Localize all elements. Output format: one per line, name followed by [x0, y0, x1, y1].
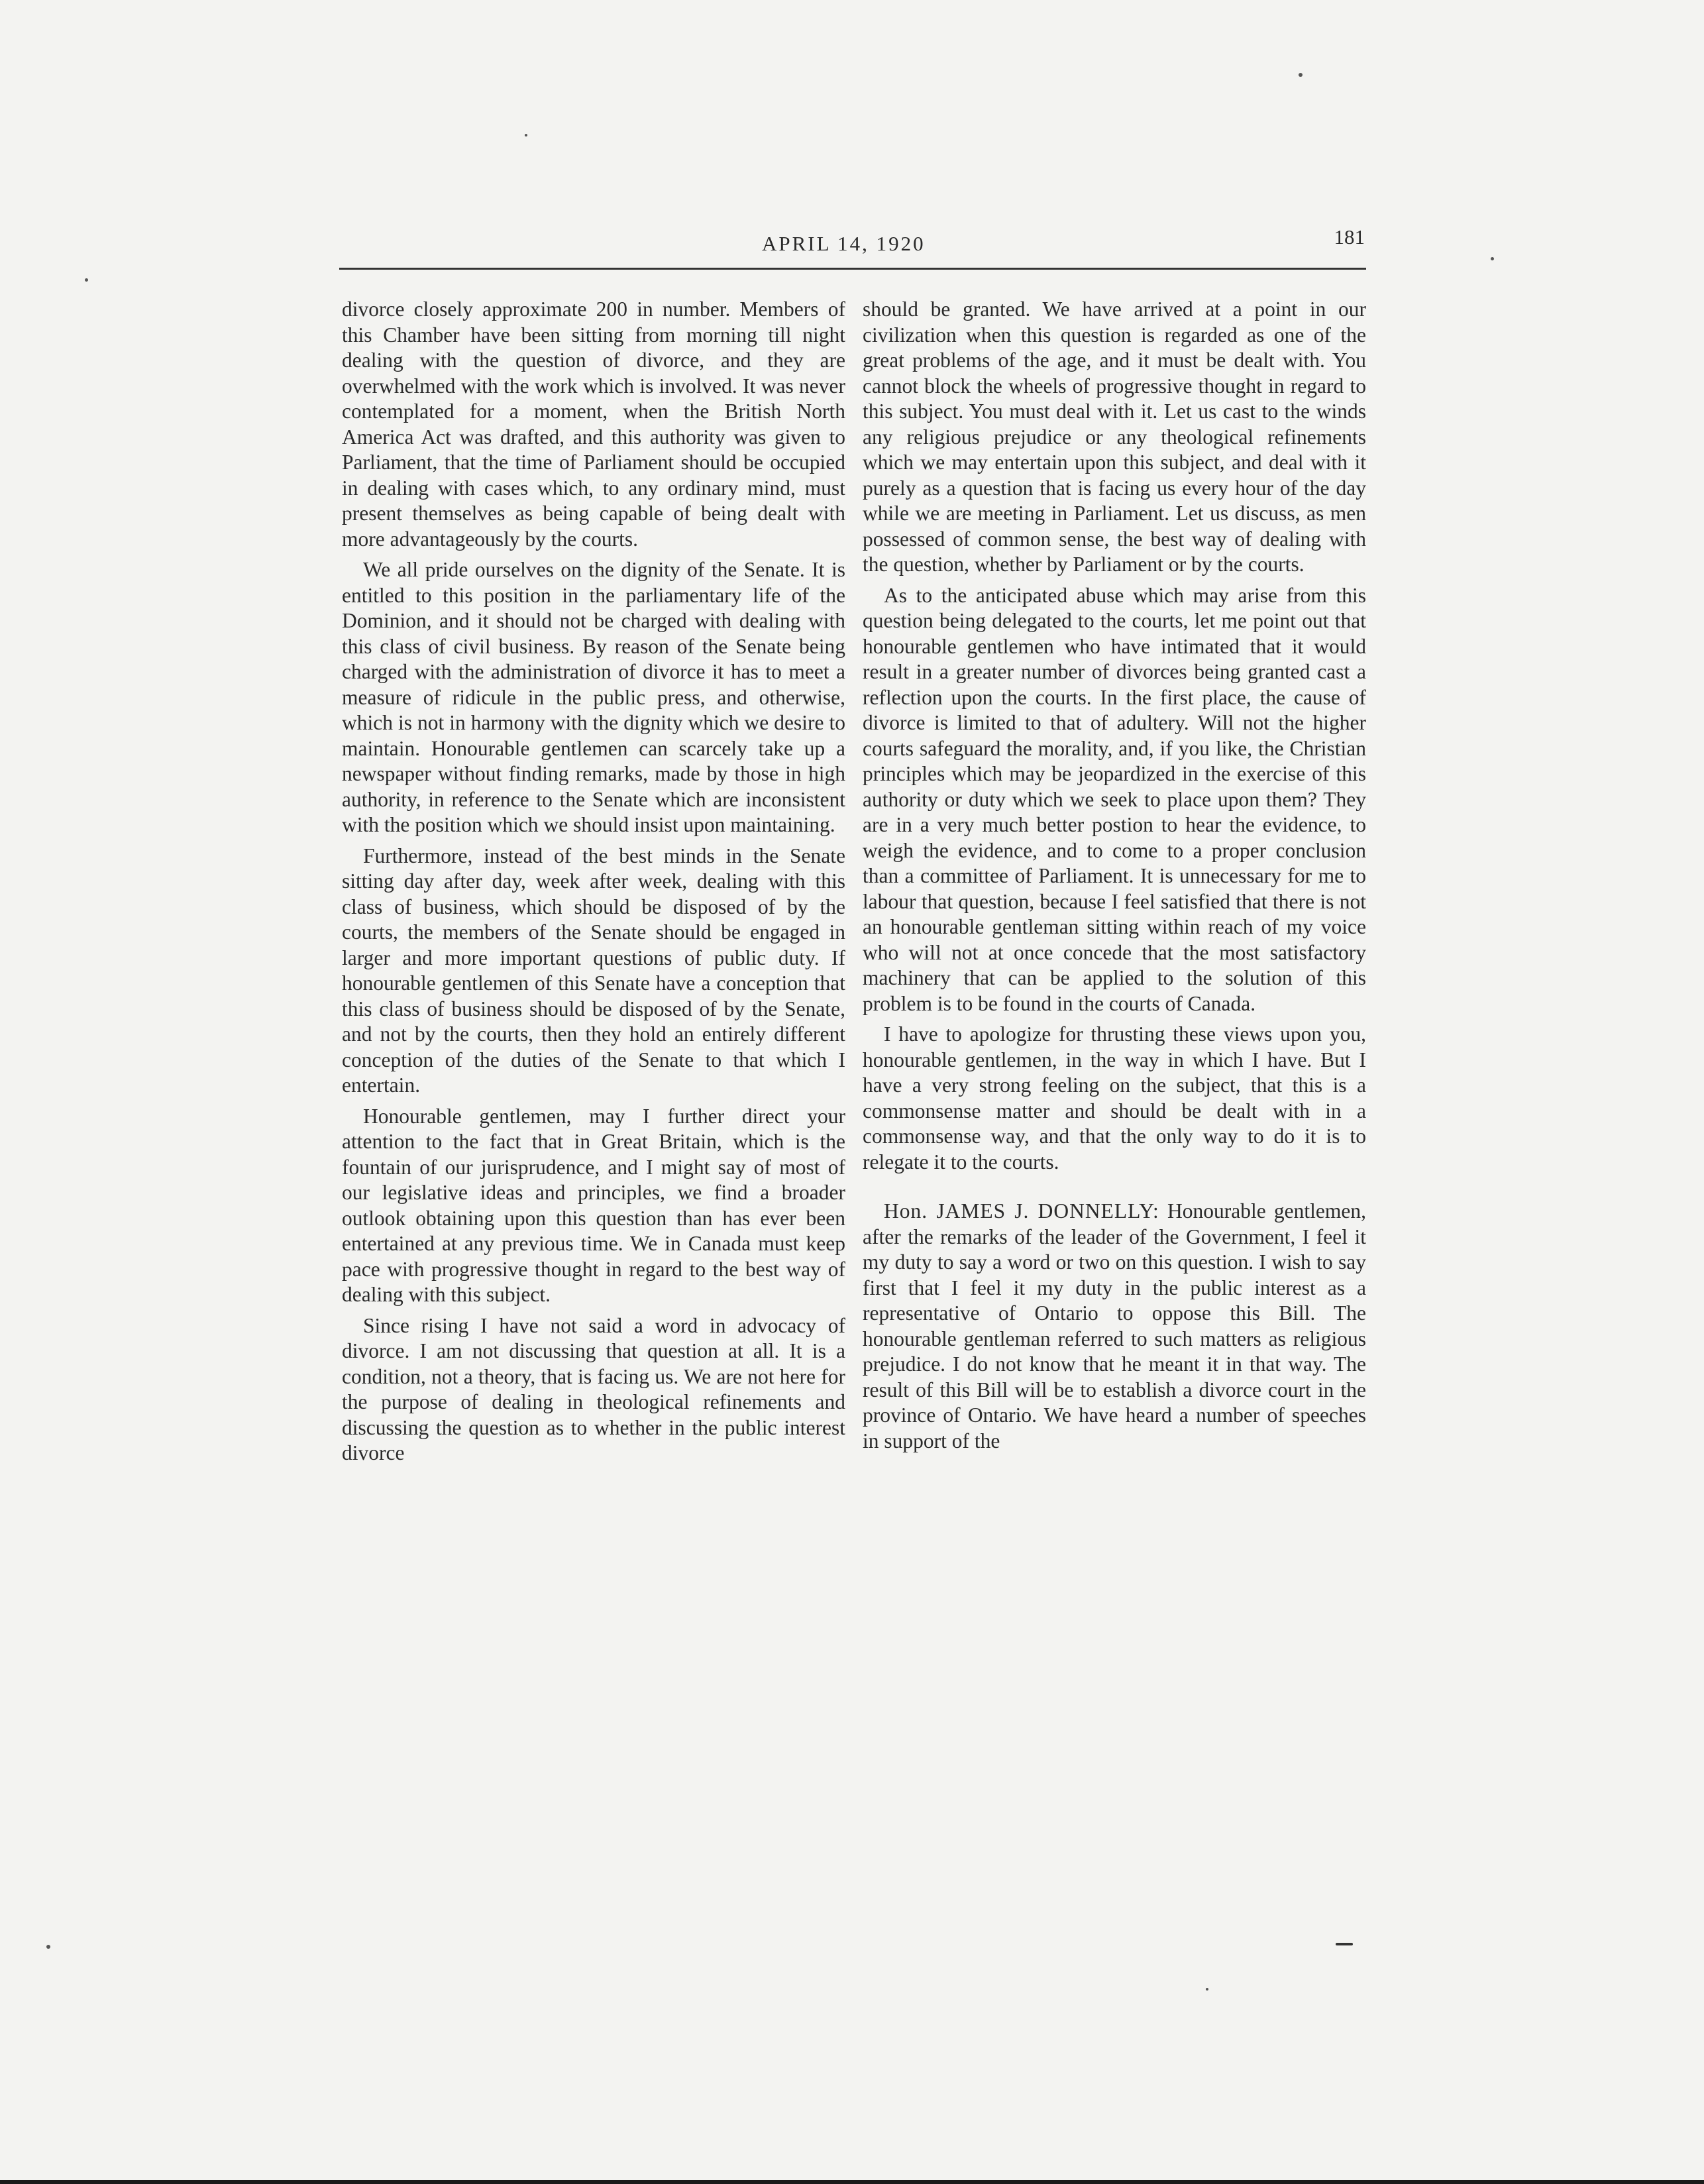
scan-speck: [1299, 73, 1303, 77]
left-column: [342, 297, 845, 1472]
scan-edge: [0, 2180, 1704, 2184]
paragraph: I have to apologize for thrusting these views upon you, honourable gentlemen, in the way in which I have. But I have a very strong feeling on the subject, that this is a commonsense matter and should be dealt with in a commonsense way, and that the only way to do it is to relegate it to the courts.: [863, 1022, 1366, 1174]
running-title: APRIL 14, 1920: [762, 232, 926, 255]
scan-speck: [85, 278, 88, 282]
paragraph: should be granted. We have arrived at a point in our civilization when this question is regarded as one of the great problems of the age, and it must be dealt with. You cannot block the wheels of progressive thought in regard to this subject. You must deal with it. Let us cast to the winds any religious prejudice or any theological refinements which we may entertain upon this subject, and deal with it purely as a question that is facing us every hour of the day while we are meeting in Parliament. Let us discuss, as men possessed of common sense, the best way of dealing with the question, whether by Parliament or by the courts.: [863, 298, 1366, 576]
paragraph: Honourable gentlemen, may I further direct your attention to the fact that in Great Britain, which is the fountain of our jurisprudence, and I might say of most of our legislative ideas and principles, we find a broader outlook obtaining upon this question than has ever been entertained at any previous time. We in Canada must keep pace with progressive thought in regard to the best way of dealing with this subject.: [342, 1104, 845, 1306]
speech-paragraph: [863, 1199, 1366, 1454]
scan-speck: [46, 1945, 50, 1949]
page-header: [338, 225, 1365, 262]
scan-speck: [1206, 1988, 1208, 1991]
paragraph: divorce closely approximate 200 in number. Members of this Chamber have been sitting from morning till night dealing with the question of divorce, and they are overwhelmed with the work which is involved. It was never contemplated for a moment, when the British North America Act was drafted, and this authority was given to Parliament, that the time of Parliament should be occupied in dealing with cases which, to any ordinary mind, must present themselves as being capable of being dealt with more advantageously by the courts.: [342, 298, 845, 551]
paragraph: As to the anticipated abuse which may arise from this question being delegated to the courts, let me point out that honourable gentlemen who have intimated that it would result in a greater number of divorces being granted cast a reflection upon the courts. In the first place, the cause of divorce is limited to that of adultery. Will not the higher courts safeguard the morality, and, if you like, the Christian principles which may be jeopardized in the exercise of this authority or duty which we seek to place upon them? They are in a very much better postion to hear the evidence, to weigh the evidence, and to come to a proper conclusion than a committee of Parliament. It is unnecessary for me to labour that question, because I feel satisfied that there is not an honourable gentleman sitting within reach of my voice who will not at once concede that the most satisfactory machinery that can be applied to the solution of this problem is to be found in the courts of Canada.: [863, 583, 1366, 1015]
scan-speck: [525, 134, 527, 136]
speech-text: Honourable gentlemen, after the remarks of the leader of the Government, I feel it my duty to say a word or two on this question. I wish to say first that I feel it my duty in the public interest as a representative of Ontario to oppose this Bill. The honourable gentleman referred to such matters as religious prejudice. I do not know that he meant it in that way. The result of this Bill will be to establish a divorce court in the province of Ontario. We have heard a number of speeches in support of the: [863, 1199, 1366, 1452]
paragraph: Since rising I have not said a word in advocacy of divorce. I am not discussing that question at all. It is a condition, not a theory, that is facing us. We are not here for the purpose of dealing in theological refinements and discussing the question as to whether in the public interest divorce: [342, 1313, 845, 1464]
scan-speck: [1491, 257, 1494, 260]
page-number: 181: [1334, 225, 1365, 248]
paragraph: Furthermore, instead of the best minds in the Senate sitting day after day, week after week, dealing with this class of business, which should be disposed of by the courts, the members of the Senate should be engaged in larger and more important questions of public duty. If honourable gentlemen of this Senate have a conception that this class of business should be disposed of by the Senate, and not by the courts, then they hold an entirely different conception of the duties of the Senate to that which I entertain.: [342, 844, 845, 1097]
paragraph: We all pride ourselves on the dignity of the Senate. It is entitled to this position in the parliamentary life of the Dominion, and it should not be charged with dealing with this class of civil business. By reason of the Senate being charged with the administration of divorce it has to meet a measure of ridicule in the public press, and otherwise, which is not in harmony with the dignity which we desire to maintain. Honourable gentlemen can scarcely take up a newspaper without finding remarks, made by those in high authority, in reference to the Senate which are inconsistent with the position which we should insist upon maintaining.: [342, 558, 845, 836]
scan-mark: [1336, 1943, 1353, 1945]
right-column: [863, 297, 1366, 1459]
speaker-name: Hon. JAMES J. DONNELLY:: [884, 1199, 1159, 1223]
header-rule: [339, 268, 1366, 270]
